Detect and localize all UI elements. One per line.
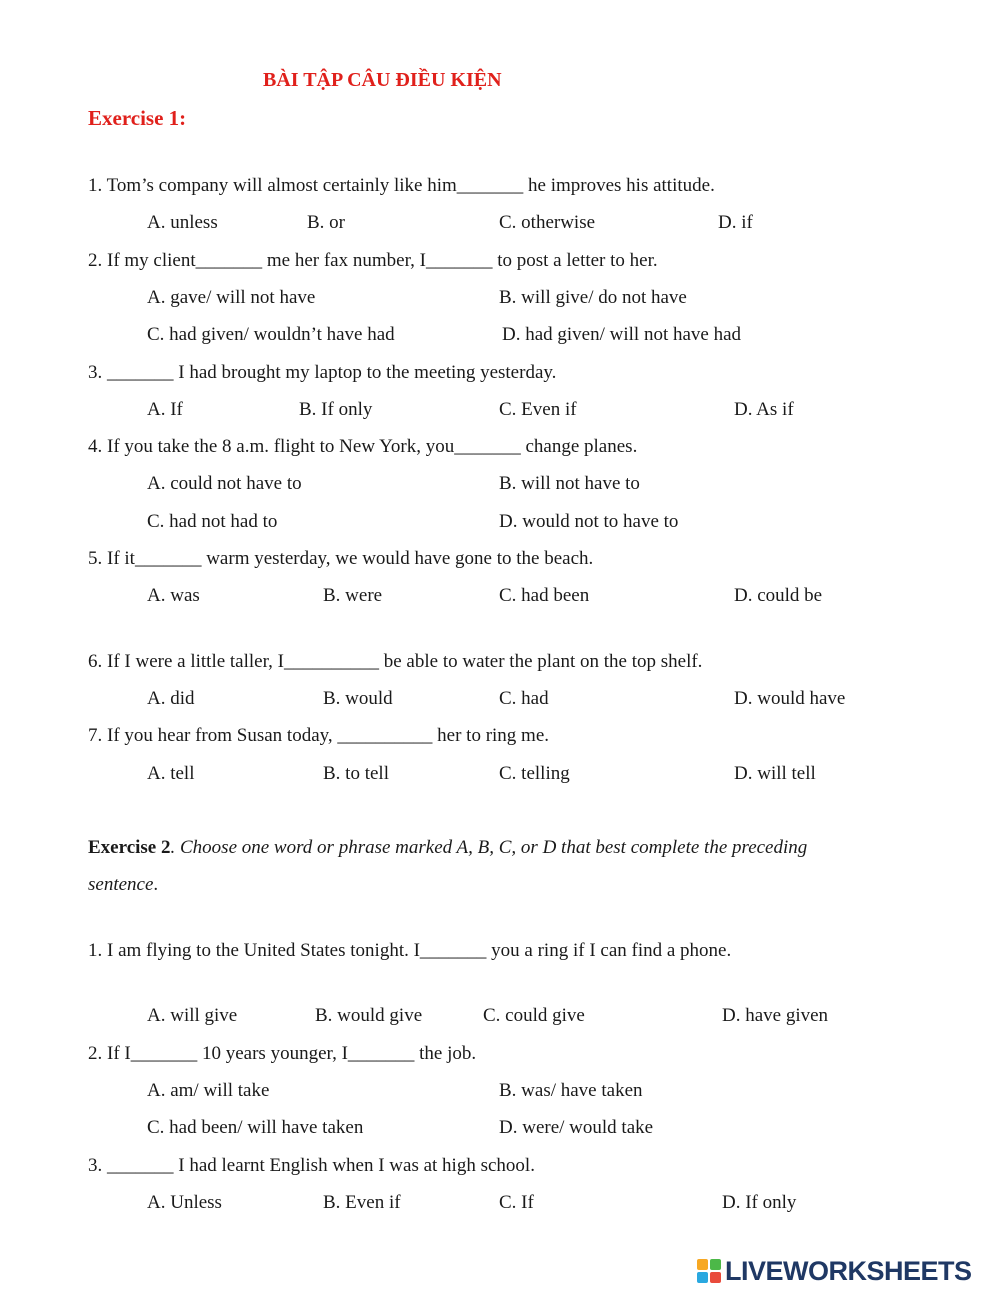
ex2-q3-option-a[interactable]: A. Unless [147, 1192, 222, 1213]
ex1-q4-option-a[interactable]: A. could not have to [147, 473, 302, 494]
logo-square-4 [710, 1272, 721, 1283]
ex2-question-2: 2. If I_______ 10 years younger, I_______ the job. [88, 1043, 477, 1064]
ex1-q2-option-d[interactable]: D. had given/ will not have had [502, 324, 742, 345]
ex1-q5-option-c[interactable]: C. had been [499, 585, 590, 606]
logo-square-3 [697, 1272, 708, 1283]
ex2-q1-option-d[interactable]: D. have given [722, 1005, 829, 1026]
logo-square-1 [697, 1259, 708, 1270]
exercise-2-instruction-line1: . Choose one word or phrase marked A, B, C, or D that best complete the preceding [170, 837, 808, 858]
ex1-q7-option-c[interactable]: C. telling [499, 763, 570, 784]
ex2-q2-option-c[interactable]: C. had been/ will have taken [147, 1117, 364, 1138]
ex1-q3-option-c[interactable]: C. Even if [499, 399, 577, 420]
ex1-q6-option-a[interactable]: A. did [147, 688, 195, 709]
ex1-q5-option-b[interactable]: B. were [323, 585, 383, 606]
ex1-q3-option-a[interactable]: A. If [147, 399, 183, 420]
ex1-q2-option-c[interactable]: C. had given/ wouldn’t have had [147, 324, 395, 345]
ex1-q5-option-d[interactable]: D. could be [734, 585, 823, 606]
ex2-q1-option-b[interactable]: B. would give [315, 1005, 423, 1026]
ex1-question-3: 3. _______ I had brought my laptop to the meeting yesterday. [88, 362, 557, 383]
ex2-q1-option-a[interactable]: A. will give [147, 1005, 238, 1026]
ex1-q6-option-b[interactable]: B. would [323, 688, 393, 709]
ex2-question-3: 3. _______ I had learnt English when I was at high school. [88, 1155, 535, 1176]
ex1-q1-option-d[interactable]: D. if [718, 212, 753, 233]
ex1-question-5: 5. If it_______ warm yesterday, we would have gone to the beach. [88, 548, 594, 569]
ex2-question-1: 1. I am flying to the United States tonight. I_______ you a ring if I can find a phone. [88, 940, 732, 961]
ex1-q4-option-c[interactable]: C. had not had to [147, 511, 278, 532]
ex1-q2-option-b[interactable]: B. will give/ do not have [499, 287, 687, 308]
ex1-q3-option-d[interactable]: D. As if [734, 399, 794, 420]
ex1-question-2: 2. If my client_______ me her fax number, I_______ to post a letter to her. [88, 250, 658, 271]
ex1-q4-option-d[interactable]: D. would not to have to [499, 511, 679, 532]
ex1-q6-option-c[interactable]: C. had [499, 688, 549, 709]
exercise-2-instruction [88, 838, 807, 857]
ex2-q3-option-d[interactable]: D. If only [722, 1192, 797, 1213]
logo-text: LIVEWORKSHEETS [725, 1255, 972, 1286]
ex2-q1-option-c[interactable]: C. could give [483, 1005, 585, 1026]
ex1-q1-option-a[interactable]: A. unless [147, 212, 218, 233]
ex2-q2-option-b[interactable]: B. was/ have taken [499, 1080, 643, 1101]
ex1-q7-option-d[interactable]: D. will tell [734, 763, 816, 784]
ex1-question-1: 1. Tom’s company will almost certainly like him_______ he improves his attitude. [88, 175, 715, 196]
ex1-q1-option-c[interactable]: C. otherwise [499, 212, 596, 233]
liveworksheets-logo-icon [697, 1259, 721, 1283]
ex1-q7-option-a[interactable]: A. tell [147, 763, 195, 784]
ex1-question-6: 6. If I were a little taller, I__________ be able to water the plant on the top shelf. [88, 651, 703, 672]
exercise-1-heading: Exercise 1: [88, 106, 187, 130]
ex1-question-7: 7. If you hear from Susan today, __________ her to ring me. [88, 725, 550, 746]
liveworksheets-logo[interactable] [697, 1256, 972, 1286]
ex2-q2-option-a[interactable]: A. am/ will take [147, 1080, 270, 1101]
ex1-q5-option-a[interactable]: A. was [147, 585, 200, 606]
ex1-q6-option-d[interactable]: D. would have [734, 688, 846, 709]
exercise-2-instruction-line2: sentence [88, 874, 154, 895]
ex1-q1-option-b[interactable]: B. or [307, 212, 345, 233]
logo-square-2 [710, 1259, 721, 1270]
page-title: BÀI TẬP CÂU ĐIỀU KIỆN [263, 69, 502, 91]
exercise-2-instruction-cont [88, 875, 158, 894]
ex1-q3-option-b[interactable]: B. If only [299, 399, 373, 420]
exercise-2-heading: Exercise 2 [88, 837, 171, 858]
ex1-q4-option-b[interactable]: B. will not have to [499, 473, 640, 494]
ex2-q2-option-d[interactable]: D. were/ would take [499, 1117, 654, 1138]
exercise-2-instruction-end: . [153, 874, 159, 895]
ex2-q3-option-c[interactable]: C. If [499, 1192, 534, 1213]
ex1-q7-option-b[interactable]: B. to tell [323, 763, 389, 784]
ex1-q2-option-a[interactable]: A. gave/ will not have [147, 287, 316, 308]
ex1-question-4: 4. If you take the 8 a.m. flight to New York, you_______ change planes. [88, 436, 638, 457]
ex2-q3-option-b[interactable]: B. Even if [323, 1192, 401, 1213]
